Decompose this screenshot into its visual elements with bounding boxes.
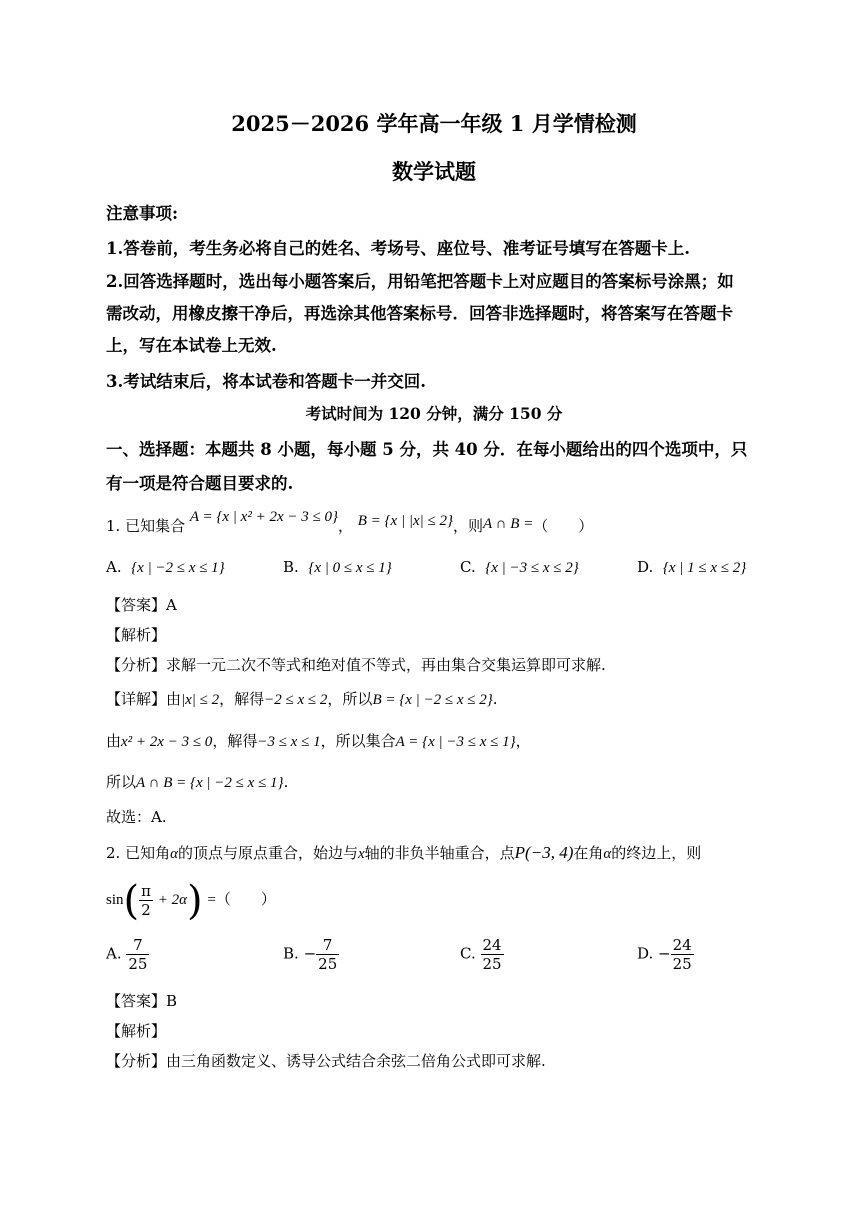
- q1-option-expr: {x | 1 ≤ x ≤ 2}: [662, 560, 747, 576]
- section-heading: 一、选择题：本题共 8 小题，每小题 5 分，共 40 分．在每小题给出的四个选项中，只: [106, 440, 748, 459]
- q1-detail-prefix: 【详解】由: [106, 690, 182, 708]
- q2-option-label: C.: [460, 944, 476, 963]
- q2-option-sign: −: [658, 944, 671, 963]
- q1-detail-expr: A ∩ B = {x | −2 ≤ x ≤ 1}: [136, 775, 284, 791]
- q1-detail-expr: −3 ≤ x ≤ 1: [257, 734, 321, 750]
- q1-comma: ，: [337, 517, 353, 535]
- q2-text: 的顶点与原点重合，始边与: [177, 844, 358, 862]
- q2-option-num: 24: [482, 936, 502, 954]
- q2-option-den: 25: [128, 955, 148, 973]
- q2-alpha: α: [170, 846, 178, 862]
- q2-expr-num: π: [141, 881, 151, 900]
- q1-analysis-label: 【解析】: [106, 626, 167, 644]
- q2-analysis-label: 【解析】: [106, 1022, 167, 1040]
- right-paren: ): [187, 878, 203, 924]
- q2-option-num: 7: [126, 936, 149, 955]
- q1-option-d: [637, 558, 746, 577]
- notice-heading: 注意事项:: [106, 204, 179, 223]
- q2-option-b: [283, 936, 339, 973]
- q1-detail-end: .: [492, 690, 498, 708]
- q2-text: 在角: [573, 844, 604, 862]
- notice-item-2-cont: 需改动，用橡皮擦干净后，再选涂其他答案标号．回答非选择题时，将答案写在答题卡: [106, 304, 733, 323]
- q1-detail-expr: B = {x | −2 ≤ x ≤ 2}: [372, 692, 493, 708]
- q2-option-c: [460, 936, 504, 973]
- q1-option-b: [283, 558, 392, 577]
- q1-detail-line-1: [106, 688, 498, 709]
- q2-option-num: 7: [316, 936, 339, 955]
- q1-prefix: 1. 已知集合: [106, 517, 186, 535]
- q1-option-expr: {x | 0 ≤ x ≤ 1}: [308, 560, 392, 576]
- q2-option-fraction: [671, 936, 694, 973]
- q1-option-a: [106, 558, 225, 577]
- q2-option-sign: −: [303, 944, 317, 963]
- q1-detail-line-2: [106, 730, 531, 751]
- q1-ask-expr: A ∩ B =: [482, 516, 534, 532]
- q2-expr-fn: sin: [106, 892, 124, 908]
- q1-analysis: 【分析】求解一元二次不等式和绝对值不等式，再由集合交集运算即可求解.: [106, 656, 606, 674]
- q1-detail-text: ，解得: [212, 732, 258, 750]
- q2-expression: [106, 878, 276, 924]
- q1-set-b: B = {x | |x| ≤ 2}: [357, 513, 453, 529]
- q1-stem: [106, 509, 594, 536]
- notice-item-2-end: 上，写在本试卷上无效.: [106, 336, 277, 355]
- q2-option-den: 25: [482, 955, 502, 973]
- q2-option-num: 24: [672, 936, 692, 954]
- exam-title: 2025－2026 学年高一年级 1 月学情检测: [231, 111, 637, 136]
- q1-detail-prefix: 由: [106, 732, 122, 750]
- section-heading-cont: 有一项是符合题目要求的.: [106, 474, 294, 493]
- q2-prefix: 2. 已知角: [106, 844, 171, 862]
- q1-detail-expr: −2 ≤ x ≤ 2: [264, 692, 328, 708]
- q1-detail-prefix: 所以: [106, 773, 137, 791]
- q2-option-d: [637, 936, 694, 973]
- q1-answer: 【答案】A: [106, 596, 177, 614]
- exam-subtitle: 数学试题: [392, 159, 476, 184]
- q1-set-a: A = {x | x² + 2x − 3 ≤ 0}: [189, 509, 338, 525]
- q1-detail-end: ，: [515, 732, 531, 750]
- q1-detail-expr: x² + 2x − 3 ≤ 0: [121, 734, 213, 750]
- q1-detail-line-3: [106, 771, 288, 792]
- notice-item-3: 3.考试结束后，将本试卷和答题卡一并交回.: [106, 372, 426, 391]
- q2-expr-den: 2: [141, 900, 151, 919]
- q2-analysis: 【分析】由三角函数定义、诱导公式结合余弦二倍角公式即可求解.: [106, 1052, 546, 1070]
- q1-option-c: [460, 558, 579, 577]
- q2-option-label: A.: [106, 944, 122, 963]
- q2-alpha: α: [603, 846, 612, 862]
- q2-stem: [106, 842, 701, 863]
- notice-item-1: 1.答卷前，考生务必将自己的姓名、考场号、座位号、准考证号填写在答题卡上.: [106, 239, 690, 258]
- q2-option-a: [106, 936, 149, 973]
- q1-option-label: D.: [637, 558, 654, 576]
- q2-option-fraction: [316, 936, 339, 973]
- q2-option-label: D.: [637, 944, 654, 963]
- q2-text: 的终边上，则: [611, 844, 702, 862]
- notice-item-2: 2.回答选择题时，选出每小题答案后，用铅笔把答题卡上对应题目的答案标号涂黑；如: [106, 272, 734, 291]
- q2-blank: （ ）: [215, 890, 276, 908]
- q1-option-label: B.: [283, 558, 299, 576]
- left-paren: (: [123, 878, 140, 924]
- q1-blank: （ ）: [533, 517, 594, 535]
- q2-option-den: 25: [318, 955, 338, 973]
- q2-option-fraction: [126, 936, 149, 973]
- exam-info: 考试时间为 120 分钟，满分 150 分: [305, 404, 563, 423]
- q2-option-fraction: [481, 936, 504, 973]
- q1-detail-text: ，解得: [219, 690, 265, 708]
- q2-expr-fraction: [139, 882, 153, 919]
- q1-option-expr: {x | −3 ≤ x ≤ 2}: [485, 560, 579, 576]
- q2-expr-rest: + 2α: [157, 892, 188, 908]
- q2-option-label: B.: [283, 944, 299, 963]
- q2-answer: 【答案】B: [106, 992, 178, 1010]
- q1-option-expr: {x | −2 ≤ x ≤ 1}: [131, 560, 225, 576]
- q2-x: x: [357, 846, 365, 862]
- q2-option-den: 25: [672, 955, 692, 973]
- q1-option-label: A.: [106, 558, 122, 576]
- q1-detail-expr: |x| ≤ 2: [181, 692, 220, 708]
- q1-detail-text: ，所以集合: [320, 732, 396, 750]
- q1-detail-text: ，所以: [327, 690, 373, 708]
- q1-choice: 故选：A.: [106, 808, 167, 826]
- q1-detail-expr: A = {x | −3 ≤ x ≤ 1}: [395, 734, 516, 750]
- q2-text: 轴的非负半轴重合，点: [364, 844, 515, 862]
- q1-option-label: C.: [460, 558, 476, 576]
- q1-ask-prefix: ，则: [452, 517, 483, 535]
- q1-detail-end: .: [283, 773, 289, 791]
- q2-point: P(−3, 4): [514, 843, 574, 862]
- q2-expr-eq: =: [207, 892, 216, 908]
